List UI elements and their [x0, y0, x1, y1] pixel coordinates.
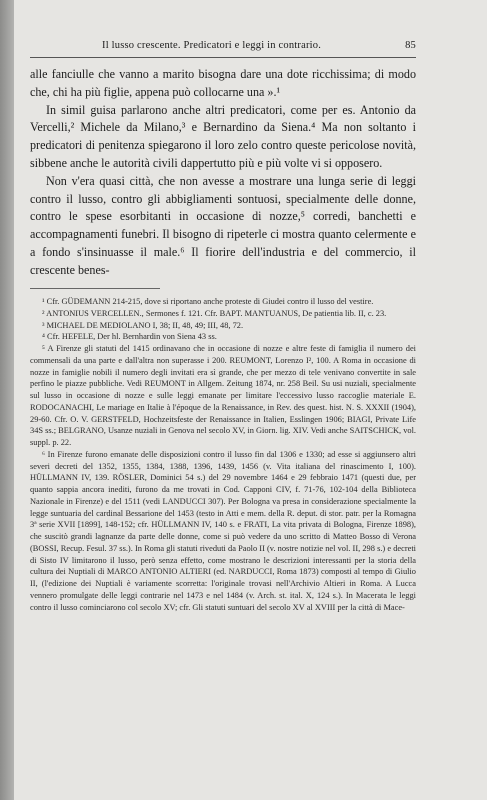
footnote: ⁴ Cfr. HEFELE, Der hl. Bernhardin von Siena 43 ss.: [42, 332, 217, 342]
footnote: ¹ Cfr. GÜDEMANN 214-215, dove si riportano anche proteste di Giudei contro il lusso del vestire.: [42, 297, 374, 306]
footnote: ³ MICHAEL DE MEDIOLANO I, 38; II, 48, 49; III, 48, 72.: [42, 320, 244, 330]
body-paragraph: In simil guisa parlarono anche altri predicatori, come per es. Antonio da Vercelli,² Michele da Milano,³ e Bernardino da Siena.⁴ Ma non soltanto i predicatori di penitenza spiegarono il loro zelo contro queste pericolose novità, sibbene anche le autorità civili dappertutto più e più volte vi si opposero.: [30, 102, 416, 170]
body-paragraph: alle fanciulle che vanno a marito bisogna dare una dote ricchissima; di modo che, chi ha più figlie, appena può collocarne una ».¹: [30, 67, 416, 99]
header-rule: [30, 57, 416, 58]
book-gutter-shadow: [0, 0, 14, 800]
footnote: ² ANTONIUS VERCELLEN., Sermones f. 121. Cfr. BAPT. MANTUANUS, De patientia lib. II, c. 23.: [42, 308, 387, 318]
running-header: [30, 40, 416, 54]
footnote: ⁶ In Firenze furono emanate delle disposizioni contro il lusso fin dal 1306 e 1330; ad esse si aggiunsero altri severi decreti del 1352, 1355, 1384, 1388, 1396, 1439, 1456 (v. Vita italiana del rinascimento I, 100). HÜLLMANN IV, 139. RÖSLER, Dominici 54 s.) del 29 novembre 1464 e 29 febbraio 1471 (questi due, per quanto sappia ancora inediti, furono da me trovati in Cod. Capponi CIV, f. 71-76, 102-104 della Biblioteca Nazionale in Firenze) e del 1511 (vedi LANDUCCI 307). Per Bologna va presa in considerazione specialmente la legge suntuaria del cardinal Bessarione del 1453 (testo in Atti e mem. della R. deput. di stor. patr. per la Romagna 3ª serie XVII [1899], 148-152; cfr. HÜLLMANN IV, 140 s. e FRATI, La vita privata di Bologna, Firenze 1898), che suscitò grandi lagnanze da parte delle donne, come si può vedere da uno scritto di Matteo Bosso di Verona (BOSSI, Recup. Fesul. 37 ss.). In Roma gli statuti riveduti da Paolo II (v. nostre notizie nel vol. II, 298 s.) e decreti di Sisto IV limitarono il lusso, però senza effetto, come mostrano le descrizioni interessanti per la storia della cultura dei Nuptiali di MARCO ANTONIO ALTIERI (ed. NARDUCCI, Roma 1873) composti al tempo di Giulio II, (l'edizione dei Nuptiali è variamente scorretta: l'originale trovasi nell'Archivio Altieri in Roma. A Lucca vennero promulgate delle leggi contrarie nel 1473 e nel 1484 (v. Arch. st. ital. X, 124 s.). In Macerata le leggi contro il lusso cominciarono col secolo XV; cfr. Gli statuti suntuari del secolo XV al XVIII per la città di Mace-: [30, 449, 416, 612]
running-title: Il lusso crescente. Predicatori e leggi in contrario.: [102, 40, 322, 51]
footnotes: [30, 296, 416, 613]
body-paragraph: Non v'era quasi città, che non avesse a mostrare una lunga serie di leggi contro il lusso, contro gli abbigliamenti sontuosi, specialmente delle donne, contro le spese esorbitanti in occasione di nozze,⁵ corredi, banchetti e accompagnamenti funebri. Il bisogno di ripeterle ci mostra quanto celermente e a fondo s'insinuasse il male.⁶ Il fiorire dell'industria e del commercio, il crescente benes-: [30, 173, 416, 277]
footnote: ⁵ A Firenze gli statuti del 1415 ordinavano che in occasione di nozze e altre feste di famiglia il numero dei commensali da una parte e dall'altra non superasse i 200. REUMONT, Lorenzo I², 100. A Roma in occasione di nozze in famiglie nobili il numero degli invitati era sì grande, che per mezzo di tele venivano convertite in sale perfino le piazze pubbliche. Vedi REUMONT in Allgem. Zeitung 1874, nr. 258 Beil. Su usi nuziali, specialmente sul lusso in occasione di nozze e sulle leggi emanate per limitare l'eccessivo lusso raccoglie materiale E. RODOCANACHI, Le mariage en Italie à l'époque de la Renaissance, in Rev. des quest. hist. N. S. XXXII (1904), 29-60. Cfr. O. V. GERSTFELD, Hochzeitsfeste der Renaissance in Italien, Esslingen 1906; BIAGI, Private Life 34S ss.; BELGRANO, Usanze nuziali in Genova nel secolo XV, in Giorn. lig. XIV. Vedi anche SAITSCHICK, vol. suppl. p. 22.: [30, 344, 416, 447]
footnote-separator: [30, 288, 160, 289]
page-number: 85: [405, 40, 416, 51]
body-text: [30, 66, 416, 280]
